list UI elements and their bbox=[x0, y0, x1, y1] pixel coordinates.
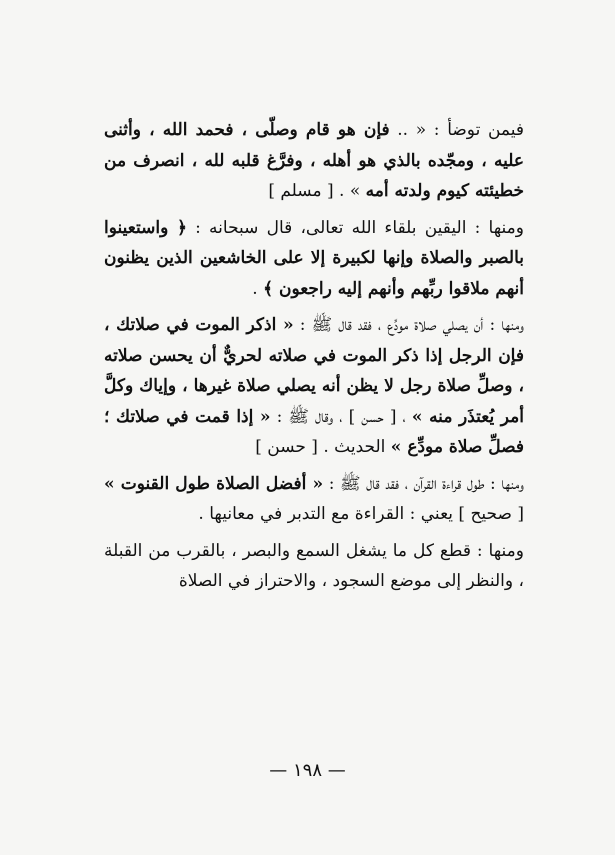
quran-verse: ﴿ واستعينوا بالصبر والصلاة وإنها لكبيرة إلا على الخاشعين الذين يظنون أنهم ملاقوا ربِّهم وأنهم إليه راجعون ﴾ bbox=[104, 217, 524, 299]
text-run: ومنها : اليقين بلقاء الله تعالى، قال سبحانه : bbox=[186, 217, 524, 238]
text-run: [ صحيح ] يعني : القراءة مع التدبر في معانيها . bbox=[198, 504, 524, 524]
citation: الحديث . [ حسن ] bbox=[255, 437, 391, 457]
citation: ، [ حسن ] ، وقال ﷺ : bbox=[270, 406, 412, 427]
page-body-text bbox=[104, 115, 524, 603]
text-run: ومنها : طول قراءة القرآن ، فقد قال ﷺ : bbox=[323, 473, 524, 494]
paragraph-5 bbox=[104, 536, 524, 597]
hadith-text: فإن هو قام وصلّى ، فحمد الله ، وأثنى عليه ، ومجّده بالذي هو أهله ، وفرَّغ قلبه لله ، انصرف من خطيئته كيوم ولدته أمه bbox=[104, 120, 524, 201]
hadith-text: « إذا قمت في صلاتك ؛ فصلِّ صلاة مودِّع » bbox=[104, 406, 524, 457]
text-run: ومنها : قطع كل ما يشغل السمع والبصر ، بالقرب من القبلة ، والنظر إلى موضع السجود ، والاحتراز في الصلاة bbox=[104, 540, 524, 591]
text-run: . bbox=[252, 278, 264, 299]
paragraph-3 bbox=[104, 310, 524, 463]
text-run: ومنها : أن يصلي صلاة مودِّع ، فقد قال ﷺ : bbox=[293, 315, 524, 335]
hadith-text: « اذكر الموت في صلاتك ، فإن الرجل إذا ذكر الموت في صلاته لحريٌّ أن يحسن صلاته ، وصلِّ صلاة رجل لا يظن أنه يصلي صلاة غيرها ، وإياك وكلَّ أمر يُعتذَر منه » bbox=[104, 315, 524, 427]
paragraph-2 bbox=[104, 213, 524, 305]
hadith-text: « أفضل الصلاة طول القنوت » bbox=[104, 473, 324, 494]
citation: » . [ مسلم ] bbox=[268, 181, 366, 201]
paragraph-1 bbox=[104, 115, 524, 207]
paragraph-4 bbox=[104, 469, 524, 530]
page-number: — ١٩٨ — bbox=[269, 760, 346, 781]
text-run: فيمن توضأ : « .. bbox=[389, 120, 525, 140]
